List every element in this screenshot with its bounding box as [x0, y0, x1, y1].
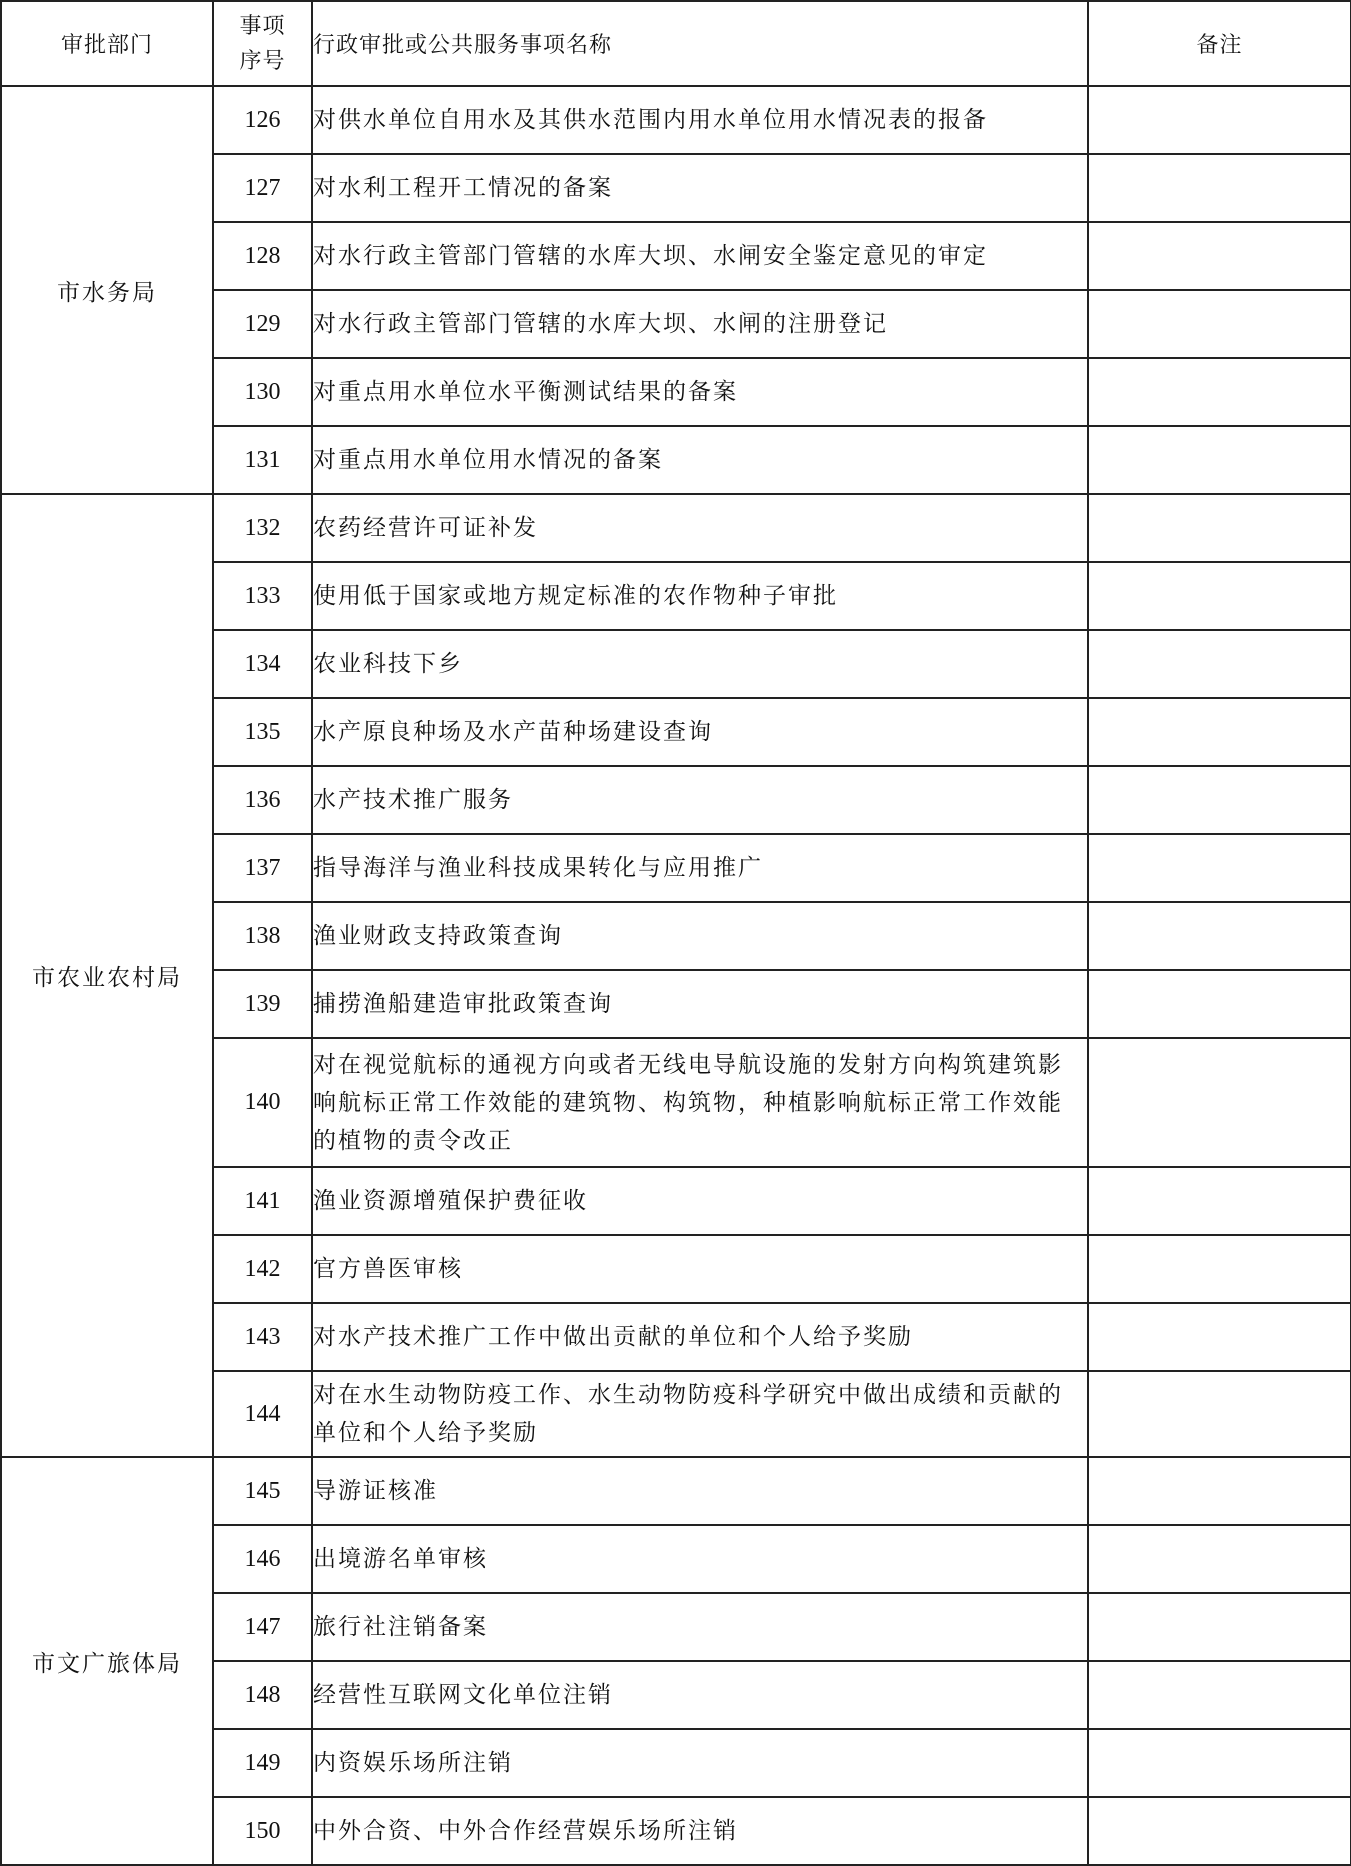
item-no: 129: [213, 290, 312, 358]
item-note: [1088, 1593, 1351, 1661]
item-name: 出境游名单审核: [312, 1525, 1088, 1593]
item-no: 145: [213, 1457, 312, 1525]
item-name: 对水利工程开工情况的备案: [312, 154, 1088, 222]
item-no: 150: [213, 1797, 312, 1865]
item-name: 对在视觉航标的通视方向或者无线电导航设施的发射方向构筑建筑影响航标正常工作效能的建筑物、构筑物，种植影响航标正常工作效能的植物的责令改正: [312, 1038, 1088, 1167]
item-no: 127: [213, 154, 312, 222]
table-row: [1, 494, 1351, 562]
item-name: 捕捞渔船建造审批政策查询: [312, 970, 1088, 1038]
item-name: 农药经营许可证补发: [312, 494, 1088, 562]
dept-cell: 市农业农村局: [1, 494, 213, 1457]
item-note: [1088, 86, 1351, 154]
item-no: 147: [213, 1593, 312, 1661]
item-name: 对重点用水单位用水情况的备案: [312, 426, 1088, 494]
item-note: [1088, 1303, 1351, 1371]
item-no: 134: [213, 630, 312, 698]
item-name: 对水行政主管部门管辖的水库大坝、水闸的注册登记: [312, 290, 1088, 358]
item-no: 133: [213, 562, 312, 630]
item-no: 135: [213, 698, 312, 766]
item-note: [1088, 834, 1351, 902]
item-name: 使用低于国家或地方规定标准的农作物种子审批: [312, 562, 1088, 630]
item-note: [1088, 562, 1351, 630]
item-no: 141: [213, 1167, 312, 1235]
item-no: 148: [213, 1661, 312, 1729]
item-note: [1088, 970, 1351, 1038]
item-name: 指导海洋与渔业科技成果转化与应用推广: [312, 834, 1088, 902]
item-note: [1088, 290, 1351, 358]
item-note: [1088, 1525, 1351, 1593]
item-no: 130: [213, 358, 312, 426]
item-note: [1088, 1457, 1351, 1525]
item-note: [1088, 902, 1351, 970]
item-name: 渔业财政支持政策查询: [312, 902, 1088, 970]
item-no: 128: [213, 222, 312, 290]
item-name: 对供水单位自用水及其供水范围内用水单位用水情况表的报备: [312, 86, 1088, 154]
item-note: [1088, 1797, 1351, 1865]
item-name: 对水产技术推广工作中做出贡献的单位和个人给予奖励: [312, 1303, 1088, 1371]
item-note: [1088, 630, 1351, 698]
item-name: 中外合资、中外合作经营娱乐场所注销: [312, 1797, 1088, 1865]
item-note: [1088, 766, 1351, 834]
item-no: 137: [213, 834, 312, 902]
table-row: [1, 86, 1351, 154]
item-note: [1088, 426, 1351, 494]
item-no: 139: [213, 970, 312, 1038]
item-name: 旅行社注销备案: [312, 1593, 1088, 1661]
item-no: 136: [213, 766, 312, 834]
item-note: [1088, 358, 1351, 426]
item-name: 经营性互联网文化单位注销: [312, 1661, 1088, 1729]
dept-cell: 市水务局: [1, 86, 213, 494]
item-note: [1088, 494, 1351, 562]
item-no: 132: [213, 494, 312, 562]
header-item-name: 行政审批或公共服务事项名称: [312, 1, 1088, 86]
item-name: 内资娱乐场所注销: [312, 1729, 1088, 1797]
header-item-no-line1: 事项: [239, 13, 286, 39]
header-item-no: [213, 1, 312, 86]
item-no: 138: [213, 902, 312, 970]
item-no: 140: [213, 1038, 312, 1167]
item-note: [1088, 1661, 1351, 1729]
item-no: 131: [213, 426, 312, 494]
item-note: [1088, 1371, 1351, 1457]
item-name: 对重点用水单位水平衡测试结果的备案: [312, 358, 1088, 426]
item-note: [1088, 1038, 1351, 1167]
item-name: 对水行政主管部门管辖的水库大坝、水闸安全鉴定意见的审定: [312, 222, 1088, 290]
item-name: 渔业资源增殖保护费征收: [312, 1167, 1088, 1235]
item-note: [1088, 698, 1351, 766]
table-row: [1, 1457, 1351, 1525]
table-header-row: [1, 1, 1351, 86]
item-no: 143: [213, 1303, 312, 1371]
item-no: 144: [213, 1371, 312, 1457]
item-name: 对在水生动物防疫工作、水生动物防疫科学研究中做出成绩和贡献的单位和个人给予奖励: [312, 1371, 1088, 1457]
item-name: 水产原良种场及水产苗种场建设查询: [312, 698, 1088, 766]
dept-cell: 市文广旅体局: [1, 1457, 213, 1865]
item-name: 导游证核准: [312, 1457, 1088, 1525]
item-no: 149: [213, 1729, 312, 1797]
item-no: 126: [213, 86, 312, 154]
item-note: [1088, 1235, 1351, 1303]
header-item-no-line2: 序号: [239, 48, 286, 74]
item-note: [1088, 222, 1351, 290]
item-note: [1088, 154, 1351, 222]
item-name: 水产技术推广服务: [312, 766, 1088, 834]
item-note: [1088, 1729, 1351, 1797]
header-dept: 审批部门: [1, 1, 213, 86]
item-no: 142: [213, 1235, 312, 1303]
item-name: 官方兽医审核: [312, 1235, 1088, 1303]
item-note: [1088, 1167, 1351, 1235]
header-note: 备注: [1088, 1, 1351, 86]
item-name: 农业科技下乡: [312, 630, 1088, 698]
item-no: 146: [213, 1525, 312, 1593]
